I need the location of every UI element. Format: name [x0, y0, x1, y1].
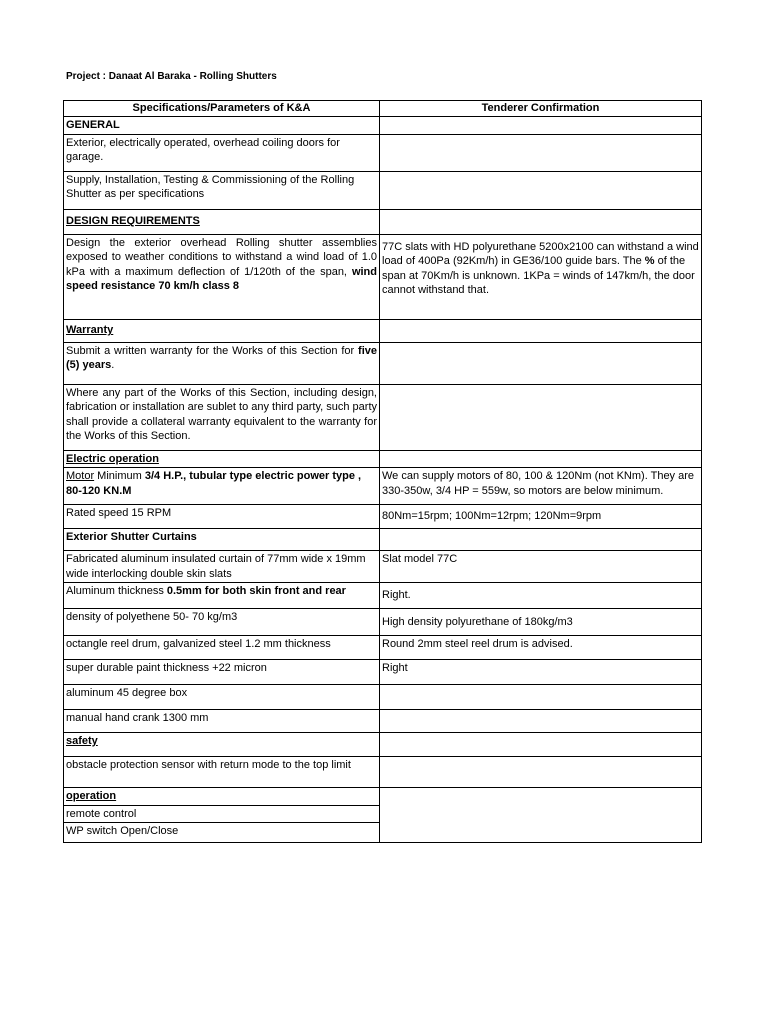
table-row — [64, 529, 702, 551]
response-cell: We can supply motors of 80, 100 & 120Nm (not KNm). They are 330-350w, 3/4 HP = 559w, so motors are below minimum. — [380, 468, 702, 505]
table-row — [64, 209, 702, 234]
section-electric-operation: Electric operation — [64, 450, 380, 468]
project-title: Project : Danaat Al Baraka - Rolling Shutters — [66, 71, 277, 82]
table-row — [64, 710, 702, 733]
response-cell — [380, 209, 702, 234]
header-tenderer-confirmation: Tenderer Confirmation — [380, 101, 702, 117]
table-row — [64, 505, 702, 529]
spec-cell: Supply, Installation, Testing & Commissioning of the Rolling Shutter as per specifications — [64, 171, 380, 209]
response-cell — [380, 319, 702, 342]
response-cell — [380, 234, 702, 319]
response-cell — [380, 171, 702, 209]
spec-cell: density of polyethene 50- 70 kg/m3 — [64, 609, 380, 636]
spec-text: Aluminum thickness — [66, 585, 167, 597]
response-cell: Right. — [380, 583, 702, 609]
response-cell: Round 2mm steel reel drum is advised. — [380, 636, 702, 660]
spec-cell: octangle reel drum, galvanized steel 1.2 mm thickness — [64, 636, 380, 660]
spec-cell: manual hand crank 1300 mm — [64, 710, 380, 733]
table-row — [64, 450, 702, 468]
response-cell: Right — [380, 660, 702, 685]
header-specifications: Specifications/Parameters of K&A — [64, 101, 380, 117]
table-row — [64, 342, 702, 384]
response-cell — [380, 757, 702, 788]
table-row — [64, 788, 702, 806]
response-cell — [380, 450, 702, 468]
section-general: GENERAL — [64, 117, 380, 135]
spec-cell — [64, 234, 380, 319]
spec-text: Minimum — [94, 470, 145, 482]
table-row — [64, 757, 702, 788]
spec-cell — [64, 342, 380, 384]
response-text: 77C slats with HD polyurethane 5200x2100 can withstand a wind load of 400Pa (92Km/h) in GE36/100 guide bars. The — [382, 240, 699, 267]
table-row — [64, 660, 702, 685]
table-row — [64, 234, 702, 319]
spec-text: Motor — [66, 470, 95, 482]
spec-text: . — [111, 359, 115, 371]
response-cell — [380, 384, 702, 450]
table-row — [64, 134, 702, 171]
section-design-requirements: DESIGN REQUIREMENTS — [64, 209, 380, 234]
response-cell: High density polyurethane of 180kg/m3 — [380, 609, 702, 636]
table-row — [64, 583, 702, 609]
table-row — [64, 384, 702, 450]
response-cell — [380, 342, 702, 384]
spec-cell: Fabricated aluminum insulated curtain of 77mm wide x 19mm wide interlocking double skin slats — [64, 551, 380, 583]
spec-bold-text: 0.5mm for both skin front and rear — [166, 585, 346, 597]
table-row — [64, 636, 702, 660]
spec-bold-text: 3/4 H.P., tubular type electric power type , 80-120 KN.M — [66, 470, 362, 497]
table-row — [64, 733, 702, 757]
spec-cell: remote control — [64, 805, 380, 823]
response-cell — [380, 710, 702, 733]
spec-bold-text: wind speed resistance 70 km/h class 8 — [66, 265, 377, 292]
response-cell — [380, 685, 702, 710]
response-cell — [380, 134, 702, 171]
table-row — [64, 609, 702, 636]
spec-cell: obstacle protection sensor with return mode to the top limit — [64, 757, 380, 788]
response-cell: Slat model 77C — [380, 551, 702, 583]
section-operation: operation — [64, 788, 380, 806]
response-cell — [380, 788, 702, 843]
response-cell — [380, 529, 702, 551]
spec-cell — [64, 468, 380, 505]
response-cell — [380, 117, 702, 135]
table-row — [64, 551, 702, 583]
table-header-row — [64, 101, 702, 117]
spec-text: Design the exterior overhead Rolling shutter assemblies exposed to weather conditions to withstand a wind load of 1.0 kPa with a maximum deflection of 1/120th of the span, — [66, 236, 377, 278]
section-safety: safety — [64, 733, 380, 757]
table-row — [64, 117, 702, 135]
section-warranty: Warranty — [64, 319, 380, 342]
spec-cell: Exterior, electrically operated, overhead coiling doors for garage. — [64, 134, 380, 171]
response-cell — [380, 733, 702, 757]
spec-cell: Rated speed 15 RPM — [64, 505, 380, 529]
table-row — [64, 468, 702, 505]
spec-cell: aluminum 45 degree box — [64, 685, 380, 710]
spec-bold-text: five (5) years — [66, 344, 377, 371]
spec-cell — [64, 583, 380, 609]
spec-text: Submit a written warranty for the Works of this Section for — [66, 344, 359, 357]
table-row — [64, 171, 702, 209]
spec-cell: Where any part of the Works of this Section, including design, fabrication or installation are sublet to any third party, such party shall provide a collateral warranty equivalent to the warranty for the Works of this Section. — [64, 384, 380, 450]
table-row — [64, 685, 702, 710]
specifications-table — [63, 100, 702, 843]
table-row — [64, 319, 702, 342]
response-bold-text: % — [644, 255, 655, 267]
spec-cell: WP switch Open/Close — [64, 823, 380, 843]
spec-cell: super durable paint thickness +22 micron — [64, 660, 380, 685]
section-exterior-shutter-curtains: Exterior Shutter Curtains — [64, 529, 380, 551]
response-cell: 80Nm=15rpm; 100Nm=12rpm; 120Nm=9rpm — [380, 505, 702, 529]
response-text: of the span at 70Km/h is unknown. 1KPa = winds of 147km/h, the door cannot withstand that. — [382, 255, 695, 296]
